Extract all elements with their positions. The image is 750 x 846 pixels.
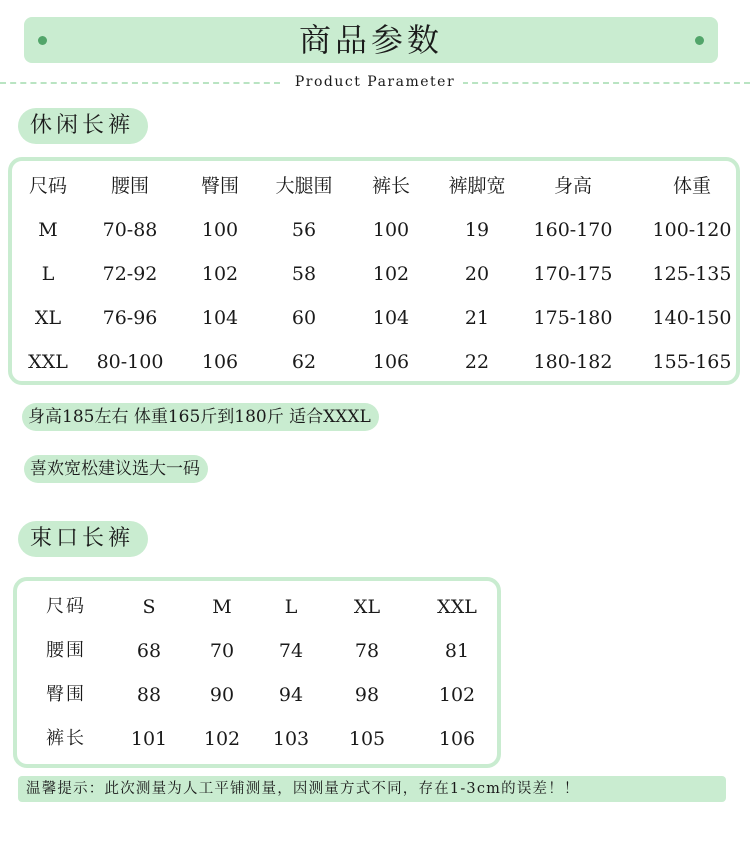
table-cell: 106: [372, 351, 410, 373]
col-header-hem-width: 裤脚宽: [448, 175, 506, 197]
table-cell: 101: [130, 728, 168, 750]
table-cell: 98: [354, 684, 380, 706]
table-cell: 56: [291, 219, 317, 241]
table-cell: L: [41, 263, 55, 285]
table-cell: 19: [464, 219, 490, 241]
table-cell: 60: [291, 307, 317, 329]
table-cell: 170-175: [533, 263, 613, 285]
table-cell: 103: [272, 728, 310, 750]
casual-pants-size-table: [8, 157, 740, 385]
table-cell: 175-180: [533, 307, 613, 329]
table-cell: 106: [201, 351, 239, 373]
table-cell: 102: [201, 263, 239, 285]
row-header-waist: 腰围: [46, 640, 86, 661]
table-cell: 90: [209, 684, 235, 706]
measurement-tip: 温馨提示：此次测量为人工平铺测量，因测量方式不同，存在1-3cm的误差！！: [18, 776, 726, 802]
table-cell: 160-170: [533, 219, 613, 241]
table-cell: 100: [372, 219, 410, 241]
table-cell: 180-182: [533, 351, 613, 373]
table-cell: 68: [136, 640, 162, 662]
table-cell: L: [284, 596, 298, 618]
note-fit-recommendation: 身高185左右 体重165斤到180斤 适合XXXL: [22, 403, 379, 431]
table-cell: 102: [438, 684, 476, 706]
table-cell: XL: [353, 596, 381, 618]
table-cell: 70: [209, 640, 235, 662]
page-title: 商品参数: [298, 21, 443, 59]
col-header-length: 裤长: [371, 175, 411, 197]
table-cell: 72-92: [102, 263, 158, 285]
table-cell: XXL: [437, 596, 477, 618]
table-cell: S: [142, 596, 156, 618]
col-header-size: 尺码: [28, 175, 68, 197]
header-banner: [24, 17, 718, 63]
row-header-length: 裤长: [46, 728, 86, 749]
table-cell: 100-120: [652, 219, 732, 241]
table-cell: M: [212, 596, 232, 618]
table-cell: 74: [278, 640, 304, 662]
table-cell: 21: [464, 307, 490, 329]
banner-dot-right: [695, 36, 704, 45]
table-cell: XL: [34, 307, 62, 329]
table-cell: 106: [438, 728, 476, 750]
table-cell: 102: [372, 263, 410, 285]
table-cell: 58: [291, 263, 317, 285]
table-cell: 20: [464, 263, 490, 285]
table-cell: 105: [348, 728, 386, 750]
page-subtitle: Product Parameter: [0, 74, 750, 90]
table-cell: 125-135: [652, 263, 732, 285]
col-header-waist: 腰围: [110, 175, 150, 197]
col-header-hip: 臀围: [200, 175, 240, 197]
table-cell: 62: [291, 351, 317, 373]
table-cell: M: [38, 219, 58, 241]
table-cell: XXL: [28, 351, 68, 373]
table-cell: 104: [201, 307, 239, 329]
table-cell: 81: [444, 640, 470, 662]
col-header-height: 身高: [553, 175, 593, 197]
table-cell: 80-100: [96, 351, 164, 373]
table-cell: 94: [278, 684, 304, 706]
note-size-up-advice: 喜欢宽松建议选大一码: [24, 455, 208, 483]
row-header-size: 尺码: [46, 596, 86, 617]
table-cell: 88: [136, 684, 162, 706]
section-title-casual-pants: 休闲长裤: [18, 108, 148, 144]
row-header-hip: 臀围: [46, 684, 86, 705]
table-cell: 70-88: [102, 219, 158, 241]
section-title-cuffed-pants: 束口长裤: [18, 521, 148, 557]
table-cell: 140-150: [652, 307, 732, 329]
table-cell: 102: [203, 728, 241, 750]
table-cell: 155-165: [652, 351, 732, 373]
table-cell: 22: [464, 351, 490, 373]
table-cell: 76-96: [102, 307, 158, 329]
cuffed-pants-size-table: [13, 577, 501, 768]
table-cell: 78: [354, 640, 380, 662]
table-cell: 100: [201, 219, 239, 241]
table-cell: 104: [372, 307, 410, 329]
col-header-thigh: 大腿围: [275, 175, 333, 197]
col-header-weight: 体重: [672, 175, 712, 197]
